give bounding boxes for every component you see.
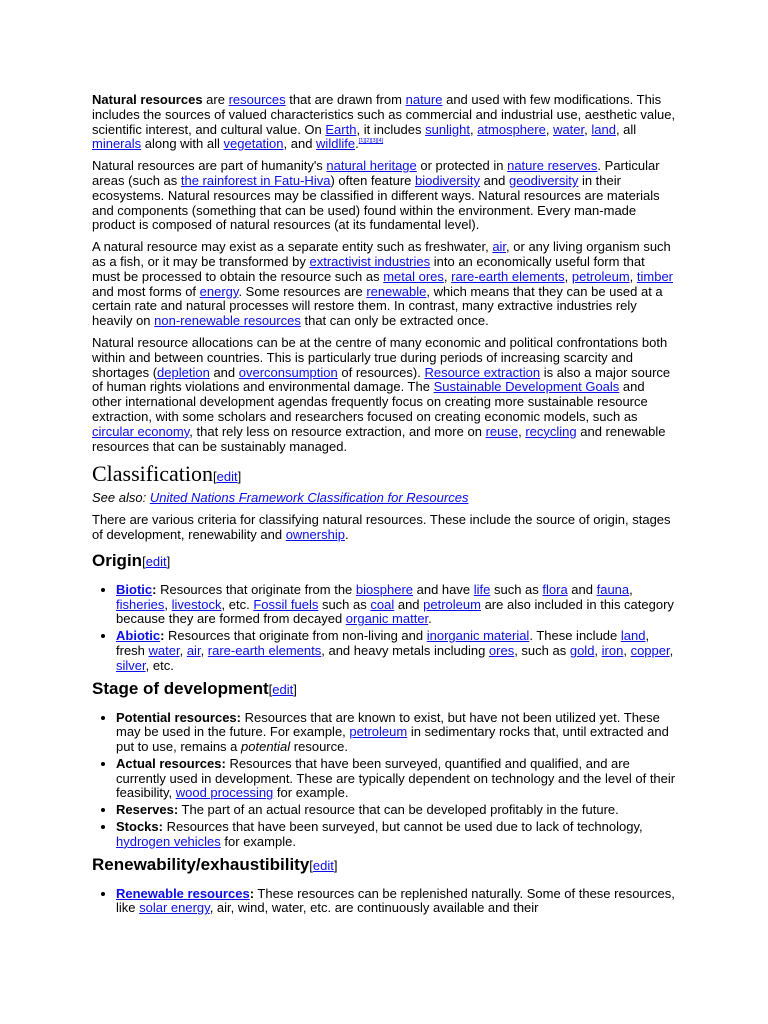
link-biodiversity[interactable]: biodiversity bbox=[415, 172, 481, 188]
link-copper[interactable]: copper bbox=[630, 642, 670, 658]
text: of resources). bbox=[337, 364, 425, 380]
link-fossil-fuels[interactable]: Fossil fuels bbox=[253, 596, 319, 612]
text: , bbox=[518, 423, 526, 439]
bracket: [ bbox=[142, 553, 146, 569]
edit-link-stage[interactable]: edit bbox=[272, 681, 294, 697]
text: that can only be extracted once. bbox=[300, 313, 489, 329]
edit-link-classification[interactable]: edit bbox=[216, 469, 238, 485]
link-vegetation[interactable]: vegetation bbox=[223, 136, 284, 152]
term-label: Potential resources: bbox=[116, 709, 241, 725]
text: , bbox=[623, 642, 631, 658]
edit-link-origin[interactable]: edit bbox=[145, 553, 167, 569]
text: . Particular areas (such as bbox=[92, 158, 660, 188]
bracket: [ bbox=[309, 857, 313, 873]
link-ownership[interactable]: ownership bbox=[285, 526, 345, 542]
link-sunlight[interactable]: sunlight bbox=[425, 121, 470, 137]
citation-refs[interactable]: [1][2][3][4] bbox=[358, 138, 384, 145]
intro-paragraph-4 bbox=[92, 336, 676, 454]
link-livestock[interactable]: livestock bbox=[171, 596, 222, 612]
text: , bbox=[584, 121, 592, 137]
text: , and heavy metals including bbox=[321, 642, 489, 658]
link-fisheries[interactable]: fisheries bbox=[116, 596, 165, 612]
link-petroleum[interactable]: petroleum bbox=[349, 724, 408, 740]
text: for example. bbox=[273, 785, 349, 801]
text: and bbox=[480, 172, 509, 188]
text: Resources that have been surveyed, quantified and qualified, and are currently used in development. These are typically dependent on technology and the level of their feasibility, bbox=[116, 755, 676, 801]
link-extractivist-industries[interactable]: extractivist industries bbox=[309, 253, 431, 269]
text: such as bbox=[490, 581, 543, 597]
link-energy[interactable]: energy bbox=[199, 283, 239, 299]
link-wildlife[interactable]: wildlife bbox=[316, 136, 356, 152]
link-sustainable-development-goals[interactable]: Sustainable Development Goals bbox=[433, 379, 620, 395]
article-body bbox=[92, 93, 676, 918]
text: . Some resources are bbox=[238, 283, 367, 299]
text: Natural resource allocations can be at the centre of many economic and political confrontations both within and between countries. This is particularly true during periods of increasing scarcity and shortages ( bbox=[92, 334, 668, 380]
text: , such as bbox=[514, 642, 570, 658]
edit-section bbox=[309, 858, 337, 873]
text: Resources that are known to exist, but have not been utilized yet. These may be used in the future. For example, bbox=[116, 709, 660, 740]
link-unfc[interactable]: United Nations Framework Classification for Resources bbox=[149, 490, 469, 506]
link-petroleum[interactable]: petroleum bbox=[571, 268, 630, 284]
section-heading-origin bbox=[92, 550, 676, 573]
link-earth[interactable]: Earth bbox=[325, 121, 357, 137]
link-circular-economy[interactable]: circular economy bbox=[92, 423, 190, 439]
link-fauna[interactable]: fauna bbox=[596, 581, 630, 597]
list-item-abiotic bbox=[116, 629, 676, 673]
text: , bbox=[164, 596, 172, 612]
origin-list bbox=[92, 583, 676, 674]
section-heading-classification bbox=[92, 461, 676, 490]
link-biosphere[interactable]: biosphere bbox=[355, 581, 414, 597]
intro-paragraph-1 bbox=[92, 93, 676, 152]
link-atmosphere[interactable]: atmosphere bbox=[477, 121, 546, 137]
section-heading-stage-of-development bbox=[92, 678, 676, 701]
section-heading-renewability bbox=[92, 854, 676, 877]
text: Resources that originate from non-living and bbox=[164, 628, 427, 644]
text: , that rely less on resource extraction, and more on bbox=[189, 423, 486, 439]
link-renewable-resources[interactable]: Renewable resources bbox=[116, 885, 250, 901]
list-item-renewable bbox=[116, 887, 676, 917]
text: There are various criteria for classifying natural resources. These include the source of origin, stages of development, renewability and bbox=[92, 512, 671, 542]
text: and other international development agendas frequently focus on creating more sustainable resource extraction, with some scholars and researchers focused on creating economic models, such as bbox=[92, 379, 648, 424]
heading-text: Origin bbox=[92, 550, 143, 570]
term-label: Actual resources: bbox=[116, 755, 226, 771]
link-water[interactable]: water bbox=[148, 642, 180, 658]
edit-section bbox=[269, 682, 297, 697]
colon: : bbox=[249, 885, 255, 901]
text: . bbox=[428, 611, 432, 627]
link-iron[interactable]: iron bbox=[601, 642, 624, 658]
text: , bbox=[200, 642, 208, 658]
bracket: ] bbox=[237, 469, 242, 485]
text: and bbox=[394, 596, 424, 612]
bracket: ] bbox=[293, 681, 297, 697]
text: are bbox=[202, 92, 229, 107]
link-resource-extraction[interactable]: Resource extraction bbox=[424, 364, 541, 380]
text: are also included in this category because they are formed from decayed bbox=[116, 596, 674, 627]
text: in sedimentary rocks that, until extracted and put to use, remains a bbox=[116, 724, 669, 755]
text: , bbox=[443, 268, 452, 284]
text: along with all bbox=[141, 136, 224, 152]
see-also-label: See also: bbox=[92, 490, 150, 506]
text: for example. bbox=[220, 833, 296, 849]
term-natural-resources: Natural resources bbox=[92, 92, 203, 107]
link-rare-earth-elements[interactable]: rare-earth elements bbox=[451, 268, 565, 284]
link-air[interactable]: air bbox=[492, 239, 507, 255]
text: The part of an actual resource that can be developed profitably in the future. bbox=[178, 802, 619, 818]
heading-text: Renewability/exhaustibility bbox=[92, 854, 310, 874]
intro-paragraph-3 bbox=[92, 240, 676, 329]
text: and renewable resources that can be sustainably managed. bbox=[92, 423, 666, 454]
edit-section bbox=[213, 469, 241, 484]
bracket: [ bbox=[212, 469, 217, 485]
link-organic-matter[interactable]: organic matter bbox=[345, 611, 429, 627]
bracket: ] bbox=[333, 857, 338, 873]
intro-paragraph-2 bbox=[92, 159, 676, 233]
classification-paragraph bbox=[92, 513, 676, 543]
link-hydrogen-vehicles[interactable]: hydrogen vehicles bbox=[116, 833, 221, 849]
link-minerals[interactable]: minerals bbox=[92, 136, 142, 152]
heading-text: Stage of development bbox=[92, 678, 269, 698]
text: in their ecosystems. Natural resources may be classified in different ways. Natural resources are materials and components (something that can be used) found within the environment. Every man-made product is composed of natural resources (at its fundamental level). bbox=[92, 172, 660, 233]
text: These resources can be replenished naturally. Some of these resources, like bbox=[116, 885, 675, 916]
text: , bbox=[594, 642, 602, 658]
term-label: Reserves: bbox=[116, 802, 179, 818]
link-air[interactable]: air bbox=[186, 642, 201, 658]
text: , etc. bbox=[145, 657, 174, 673]
bracket: ] bbox=[166, 553, 171, 569]
link-renewable[interactable]: renewable bbox=[366, 283, 427, 299]
link-nature-reserves[interactable]: nature reserves bbox=[507, 158, 598, 174]
text: Natural resources are part of humanity's bbox=[92, 158, 327, 174]
text: , bbox=[669, 642, 674, 658]
link-rainforest-fatu-hiva[interactable]: the rainforest in Fatu-Hiva bbox=[180, 172, 331, 188]
link-water[interactable]: water bbox=[553, 121, 585, 137]
term-label: Stocks: bbox=[116, 819, 163, 835]
text: , etc. bbox=[221, 596, 254, 612]
renewability-list bbox=[92, 887, 676, 917]
text: is also a major source of human rights violations and environmental damage. The bbox=[92, 364, 671, 395]
text: or protected in bbox=[416, 158, 508, 174]
text: , bbox=[629, 581, 633, 597]
link-recycling[interactable]: recycling bbox=[525, 423, 577, 439]
link-gold[interactable]: gold bbox=[569, 642, 595, 658]
text: and most forms of bbox=[92, 283, 200, 299]
text: , bbox=[629, 268, 637, 284]
link-abiotic[interactable]: Abiotic bbox=[116, 628, 161, 644]
link-land[interactable]: land bbox=[620, 628, 646, 644]
text: , bbox=[469, 121, 478, 137]
edit-link-renewability[interactable]: edit bbox=[312, 857, 334, 873]
text: , which means that they can be used at a certain rate and natural processes will restore them. In contrast, many extractive industries rely heavily on bbox=[92, 283, 663, 329]
link-rare-earth-elements[interactable]: rare-earth elements bbox=[207, 642, 322, 658]
list-item-reserves bbox=[116, 803, 676, 818]
link-coal[interactable]: coal bbox=[370, 596, 395, 612]
text: and used with few modifications. This includes the sources of valued characteristics such as commercial and industrial use, aesthetic value, scientific interest, and cultural value. On bbox=[92, 92, 676, 137]
text: ) often feature bbox=[330, 172, 416, 188]
stage-list bbox=[92, 711, 676, 850]
text: . These include bbox=[529, 628, 621, 644]
text: , bbox=[179, 642, 187, 658]
link-ores[interactable]: ores bbox=[488, 642, 515, 658]
text: resource. bbox=[290, 739, 348, 755]
link-land[interactable]: land bbox=[591, 121, 616, 137]
text: , air, wind, water, etc. are continuously available and their bbox=[209, 900, 539, 916]
text: and bbox=[567, 581, 597, 597]
link-solar-energy[interactable]: solar energy bbox=[139, 900, 210, 916]
text: . bbox=[355, 136, 359, 152]
text: , it includes bbox=[356, 121, 426, 137]
emphasis: potential bbox=[241, 739, 291, 755]
bracket: [ bbox=[268, 681, 273, 697]
link-reuse[interactable]: reuse bbox=[485, 423, 519, 439]
link-wood-processing[interactable]: wood processing bbox=[175, 785, 274, 801]
link-inorganic-material[interactable]: inorganic material bbox=[426, 628, 530, 644]
link-geodiversity[interactable]: geodiversity bbox=[508, 172, 579, 188]
link-resources[interactable]: resources bbox=[228, 92, 286, 107]
text: and have bbox=[413, 581, 474, 597]
text: Resources that have been surveyed, but cannot be used due to lack of technology, bbox=[162, 819, 643, 835]
colon: : bbox=[152, 581, 157, 597]
link-silver[interactable]: silver bbox=[116, 657, 146, 673]
list-item-biotic bbox=[116, 583, 676, 627]
link-natural-heritage[interactable]: natural heritage bbox=[326, 158, 417, 174]
list-item-potential bbox=[116, 711, 676, 755]
text: , bbox=[545, 121, 554, 137]
link-life[interactable]: life bbox=[473, 581, 491, 597]
link-depletion[interactable]: depletion bbox=[157, 364, 210, 380]
link-flora[interactable]: flora bbox=[542, 581, 568, 597]
link-timber[interactable]: timber bbox=[636, 268, 674, 284]
link-overconsumption[interactable]: overconsumption bbox=[238, 364, 338, 380]
text: , all bbox=[615, 121, 637, 137]
heading-text: Classification bbox=[92, 461, 213, 487]
list-item-stocks bbox=[116, 820, 676, 850]
see-also-note bbox=[92, 491, 676, 506]
link-non-renewable-resources[interactable]: non-renewable resources bbox=[154, 313, 301, 329]
text: , and bbox=[283, 136, 317, 152]
text: , bbox=[564, 268, 572, 284]
text: and bbox=[209, 364, 239, 380]
text: , or any living organism such as a fish, or it may be transformed by bbox=[92, 239, 671, 269]
text: A natural resource may exist as a separate entity such as freshwater, bbox=[92, 239, 493, 255]
list-item-actual bbox=[116, 757, 676, 801]
link-metal-ores[interactable]: metal ores bbox=[383, 268, 444, 284]
link-nature[interactable]: nature bbox=[405, 92, 443, 107]
text: . bbox=[344, 526, 349, 542]
text: that are drawn from bbox=[285, 92, 406, 107]
edit-section bbox=[142, 554, 170, 569]
colon: : bbox=[160, 628, 165, 644]
text: , fresh bbox=[116, 628, 650, 658]
text: Resources that originate from the bbox=[156, 581, 356, 597]
text: into an economically useful form that must be processed to obtain the resource such as bbox=[92, 253, 645, 284]
link-biotic[interactable]: Biotic bbox=[116, 581, 153, 597]
text: such as bbox=[318, 596, 371, 612]
link-petroleum[interactable]: petroleum bbox=[423, 596, 481, 612]
